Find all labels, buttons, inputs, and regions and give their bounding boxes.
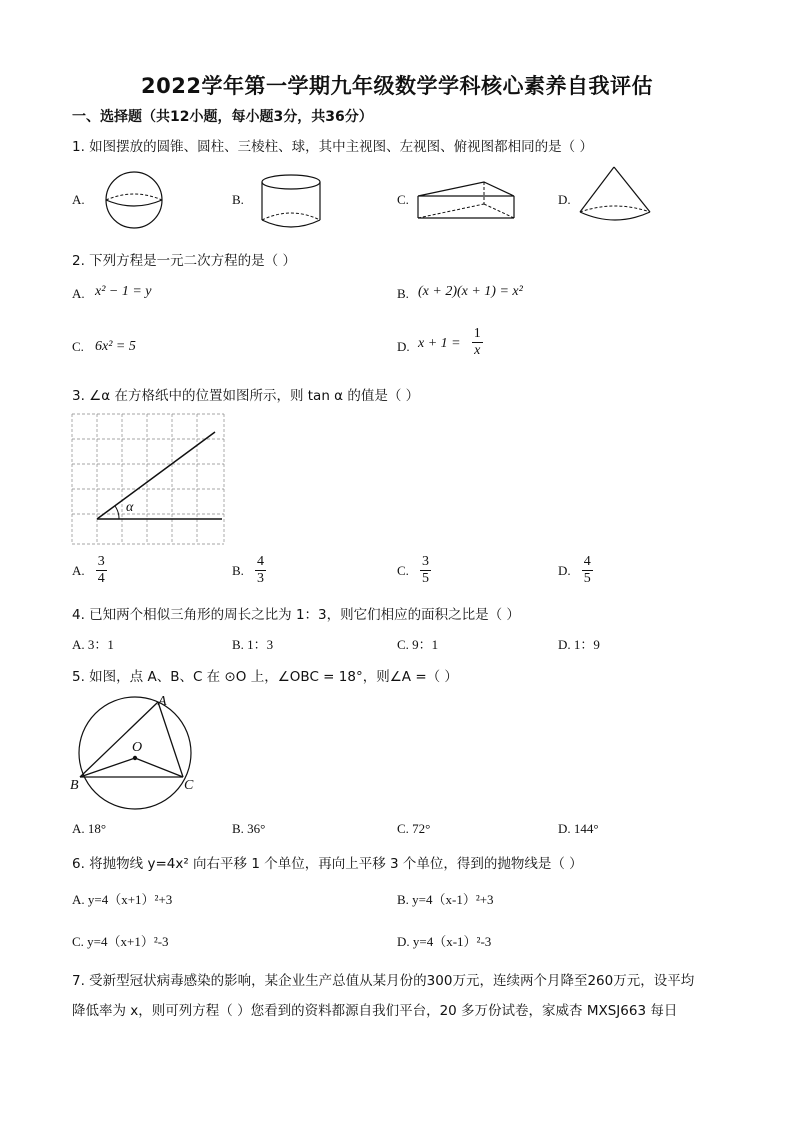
q5-option-a: A. 18°	[72, 821, 107, 836]
q3-option-a: A. $\frac{3}{4}$	[72, 554, 105, 586]
q2-option-a-expr: x² − 1 = y	[95, 284, 152, 299]
q5-option-c: C. 72°	[397, 821, 431, 836]
q2-option-c-label: C.	[72, 339, 84, 354]
q1-option-d-label: D.	[558, 192, 571, 207]
point-c-label: C	[184, 778, 194, 793]
q5-option-d: D. 144°	[558, 821, 599, 836]
page-title: 2022学年第一学期九年级数学学科核心素养自我评估	[141, 74, 653, 98]
q6-option-c: C. y=4（x+1）²-3	[72, 934, 169, 949]
q4-option-a: A. 3：1	[72, 637, 114, 652]
q4-option-c: C. 9：1	[397, 637, 439, 652]
q2-option-d-expr	[418, 326, 483, 359]
question-4-stem: 4. 已知两个相似三角形的周长之比为 1：3，则它们相应的面积之比是（ ）	[72, 607, 520, 623]
point-a-label: A	[158, 694, 167, 709]
q1-option-c-label: C.	[397, 192, 409, 207]
q2-option-c-expr: 6x² = 5	[95, 339, 136, 354]
q1-option-a-label: A.	[72, 192, 85, 207]
question-6-stem: 6. 将抛物线 y=4x² 向右平移 1 个单位，再向上平移 3 个单位，得到的抛物线是（ ）	[72, 856, 583, 872]
q2-option-d-lhs: x + 1 =	[418, 336, 461, 351]
cylinder-figure	[258, 172, 328, 232]
question-7-line-1: 7. 受新型冠状病毒感染的影响，某企业生产总值从某月份的300万元，连续两个月降至260万元，设平均	[72, 973, 695, 989]
circle-geometry-figure	[66, 688, 206, 818]
sphere-figure	[100, 170, 172, 232]
triangular-prism-figure	[414, 176, 524, 224]
point-o-label: O	[132, 740, 143, 755]
alpha-label: α	[126, 500, 134, 515]
q2-option-a-label: A.	[72, 286, 85, 301]
q2-option-b-label: B.	[397, 286, 409, 301]
q4-option-b: B. 1：3	[232, 637, 274, 652]
q2-option-b-expr: (x + 2)(x + 1) = x²	[418, 284, 523, 299]
q4-option-d: D. 1：9	[558, 637, 600, 652]
cone-figure	[576, 164, 654, 230]
q3-option-b: B. $\frac{4}{3}$	[232, 554, 265, 586]
grid-angle-figure	[70, 412, 230, 548]
q1-option-b-label: B.	[232, 192, 244, 207]
q3-option-d: D. $\frac{4}{5}$	[558, 554, 591, 586]
q2-option-d-label: D.	[397, 339, 410, 354]
question-5-stem: 5. 如图，点 A、B、C 在 ⊙O 上，∠OBC = 18°，则∠A =（ ）	[72, 669, 458, 685]
q6-option-d: D. y=4（x-1）²-3	[397, 934, 492, 949]
question-1-stem: 1. 如图摆放的圆锥、圆柱、三棱柱、球，其中主视图、左视图、俯视图都相同的是（ ）	[72, 139, 593, 155]
question-2-stem: 2. 下列方程是一元二次方程的是（ ）	[72, 253, 296, 269]
section-heading: 一、选择题（共12小题，每小题3分，共36分）	[72, 109, 373, 125]
question-3-stem: 3. ∠α 在方格纸中的位置如图所示，则 tan α 的值是（ ）	[72, 388, 420, 404]
q3-option-c: C. $\frac{3}{5}$	[397, 554, 430, 586]
point-b-label: B	[70, 778, 79, 793]
q6-option-b: B. y=4（x-1）²+3	[397, 892, 494, 907]
q2-option-d-fraction: $\frac{1}{x}$	[473, 326, 481, 358]
question-7-line-2: 降低率为 x，则可列方程（ ）您看到的资料都源自我们平台，20 多万份试卷，家威杏 MXSJ663 每日	[72, 1003, 678, 1019]
q6-option-a: A. y=4（x+1）²+3	[72, 892, 173, 907]
q5-option-b: B. 36°	[232, 821, 266, 836]
